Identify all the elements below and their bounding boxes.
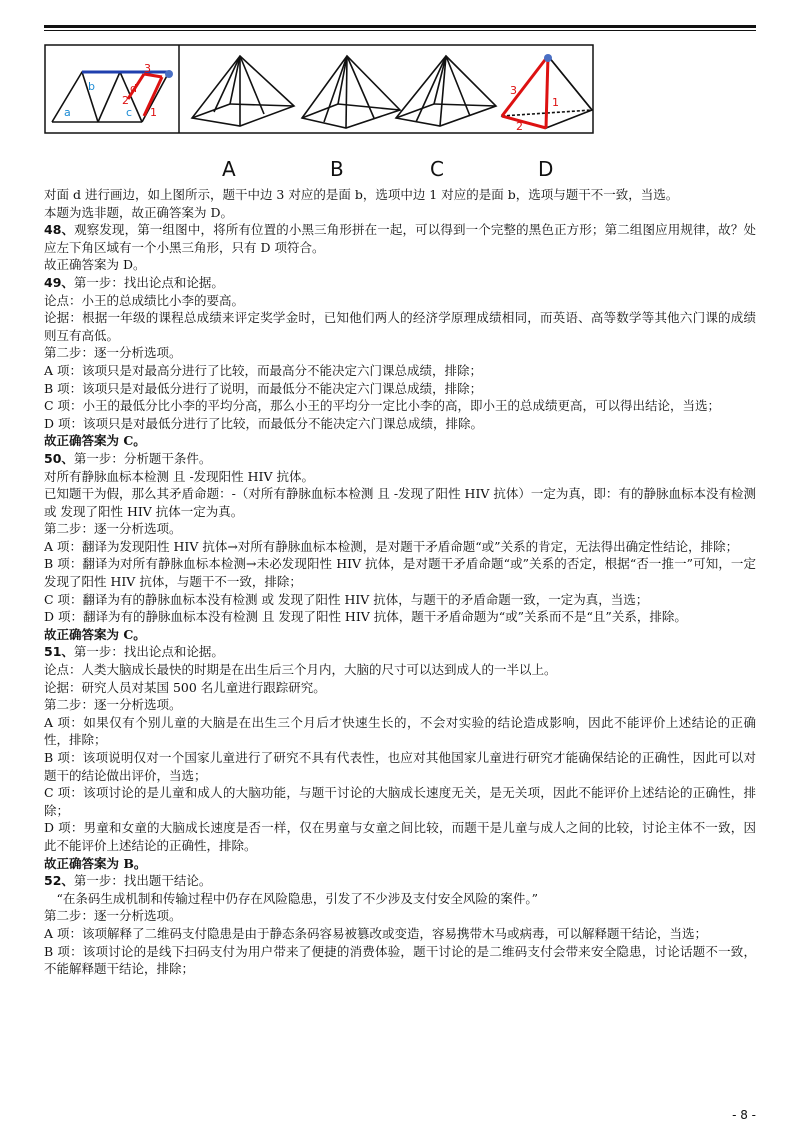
line-text: 对面 d 进行画边，如上图所示，题干中边 3 对应的是面 b，选项中边 1 对应的是面 b，选项与题干不一致，当选。 (44, 187, 679, 202)
line-text: 第二步：逐一分析选项。 (44, 697, 182, 713)
text-line (44, 344, 756, 362)
text-line (44, 591, 756, 609)
answer-explanation-text (44, 186, 756, 978)
text-line (44, 555, 756, 590)
line-text: A 项：翻译为发现阳性 HIV 抗体→对所有静脉血标本检测，是对题干矛盾命题“或”关系的肯定，无法得出确定性结论，排除； (44, 538, 739, 554)
strip-label-b: b (88, 80, 95, 93)
vertex-dot (165, 70, 173, 78)
option-d-label-3: 3 (510, 84, 517, 97)
strip-label-d: d (130, 82, 137, 95)
line-text: 第一步：找出论点和论据。 (73, 274, 224, 290)
line-text: A 项：该项只是对最高分进行了比较，而最高分不能决定六门课总成绩，排除； (44, 362, 483, 378)
header-rule-thin (44, 30, 756, 31)
text-line (44, 907, 756, 925)
text-line (44, 256, 756, 274)
question-number: 48、 (44, 222, 75, 238)
line-text: D 项：男童和女童的大脑成长速度是否一样，仅在男童与女童之间比较，而题干是儿童与成人之间的比较，讨论主体不一致，因此不能评价上述结论的正确性，排除。 (44, 820, 756, 853)
text-line (44, 362, 756, 380)
line-text: 对所有静脉血标本检测 且 -发现阳性 HIV 抗体。 (44, 468, 314, 484)
text-line (44, 538, 756, 556)
line-text: 第二步：逐一分析选项。 (44, 521, 182, 537)
line-text: 故正确答案为 C。 (44, 626, 146, 642)
option-letter-b: B (330, 157, 344, 181)
text-line (44, 221, 756, 256)
line-text: 第一步：分析题干条件。 (73, 450, 212, 466)
text-line (44, 415, 756, 433)
text-line (44, 696, 756, 714)
strip-label-2: 2 (122, 94, 129, 107)
line-text: D 项：翻译为有的静脉血标本没有检测 且 发现了阳性 HIV 抗体，题干矛盾命题为“或”关系而不是“且”关系，排除。 (44, 609, 687, 625)
option-letter-d: D (538, 157, 554, 181)
question-number: 49、 (44, 274, 74, 290)
pyramid-option-c (396, 56, 496, 126)
line-text: A 项：该项解释了二维码支付隐患是由于静态条码容易被篡改或变造，容易携带木马或病毒，可以解释题干结论，当选； (44, 925, 708, 941)
option-letter-a: A (222, 157, 236, 181)
line-text: 故正确答案为 C。 (44, 433, 146, 449)
line-text: B 项：该项说明仅对一个国家儿童进行了研究不具有代表性，也应对其他国家儿童进行研究才能确保结论的正确性，因此可以对题干的结论做出评价，当选； (44, 750, 756, 783)
line-text: B 项：该项只是对最低分进行了说明，而最低分不能决定六门课总成绩，排除； (44, 380, 483, 396)
page-number: - 8 - (732, 1108, 756, 1122)
question-number: 50、 (44, 450, 74, 466)
strip-label-c: c (126, 106, 133, 119)
text-line (44, 643, 756, 661)
question-figure (44, 44, 594, 184)
text-line (44, 432, 756, 450)
line-text: 第二步：逐一分析选项。 (44, 345, 182, 361)
strip-label-1: 1 (150, 106, 157, 119)
text-line (44, 450, 756, 468)
line-text: C 项：翻译为有的静脉血标本没有检测 或 发现了阳性 HIV 抗体，与题干的矛盾命题一致，一定为真，当选； (44, 591, 649, 607)
text-line (44, 309, 756, 344)
line-text: C 项：该项讨论的是儿童和成人的大脑功能，与题干讨论的大脑成长速度无关，是无关项，因此不能评价上述结论的正确性，排除； (44, 785, 756, 818)
text-line (44, 679, 756, 697)
line-text: 论点：小王的总成绩比小李的要高。 (44, 292, 245, 308)
line-text: 本题为选非题，故正确答案为 D。 (44, 204, 233, 220)
text-line (44, 943, 756, 978)
text-line (44, 784, 756, 819)
pyramid-option-b (302, 56, 400, 128)
text-line (44, 274, 756, 292)
line-text: 观察发现，第一组图中，将所有位置的小黑三角形拼在一起，可以得到一个完整的黑色正方形；第二组图应用规律，故？处应左下角区域有一个小黑三角形，只有 D 项符合。 (44, 222, 756, 255)
line-text: C 项：小王的最低分比小李的平均分高，那么小王的平均分一定比小李的高，即小王的总成绩更高，可以得出结论，当选； (44, 398, 721, 414)
text-line (44, 872, 756, 890)
line-text: 故正确答案为 B。 (44, 855, 147, 871)
text-line (44, 890, 756, 908)
text-line (44, 661, 756, 679)
line-text: 故正确答案为 D。 (44, 257, 146, 273)
pyramid-option-a (192, 56, 294, 126)
text-line (44, 819, 756, 854)
text-line (44, 608, 756, 626)
text-line (44, 626, 756, 644)
text-line (44, 468, 756, 486)
text-line (44, 925, 756, 943)
header-rule (44, 25, 756, 28)
line-text: B 项：该项讨论的是线下扫码支付为用户带来了便捷的消费体验，题干讨论的是二维码支付会带来安全隐患，讨论话题不一致，不能解释题干结论，排除； (44, 943, 756, 977)
line-text: A 项：如果仅有个别儿童的大脑是在出生三个月后才快速生长的，不会对实验的结论造成影响，因此不能评价上述结论的正确性，排除； (44, 714, 756, 748)
line-text: 第二步：逐一分析选项。 (44, 908, 182, 924)
question-number: 51、 (44, 644, 74, 660)
text-line (44, 520, 756, 538)
text-line (44, 485, 756, 520)
line-text: 已知题干为假，那么其矛盾命题：-（对所有静脉血标本检测 且 -发现了阳性 HIV 抗体）一定为真，即：有的静脉血标本没有检测 或 发现了阳性 HIV 抗体一定为真。 (44, 486, 756, 519)
text-line (44, 855, 756, 873)
strip-label-a: a (64, 106, 71, 119)
strip-label-3: 3 (144, 62, 151, 75)
text-line (44, 186, 756, 204)
question-number: 52、 (44, 873, 74, 889)
text-line (44, 749, 756, 784)
option-d-label-2: 2 (516, 120, 523, 133)
vertex-dot-d (544, 54, 552, 62)
text-line (44, 380, 756, 398)
line-text: B 项：翻译为对所有静脉血标本检测→未必发现阳性 HIV 抗体，是对题干矛盾命题“或”关系的否定，根据“否一推一”可知，一定发现了阳性 HIV 抗体，与题干不一致，排除； (44, 556, 756, 590)
line-text: 论点：人类大脑成长最快的时期是在出生后三个月内，大脑的尺寸可以达到成人的一半以上。 (44, 662, 557, 678)
line-text: 论据：研究人员对某国 500 名儿童进行跟踪研究。 (44, 679, 326, 695)
line-text: “在条码生成机制和传输过程中仍存在风险隐患，引发了不少涉及支付安全风险的案件。” (56, 890, 539, 906)
option-d-label-1: 1 (552, 96, 559, 109)
line-text: D 项：该项只是对最低分进行了比较，而最低分不能决定六门课总成绩，排除。 (44, 415, 483, 431)
line-text: 论据：根据一年级的课程总成绩来评定奖学金时，已知他们两人的经济学原理成绩相同，而英语、高等数学等其他六门课的成绩则互有高低。 (44, 310, 756, 343)
text-line (44, 204, 756, 222)
option-letter-c: C (430, 157, 444, 181)
text-line (44, 397, 756, 415)
text-line (44, 292, 756, 310)
line-text: 第一步：找出论点和论据。 (73, 644, 224, 660)
line-text: 第一步：找出题干结论。 (73, 873, 212, 889)
text-line (44, 714, 756, 749)
